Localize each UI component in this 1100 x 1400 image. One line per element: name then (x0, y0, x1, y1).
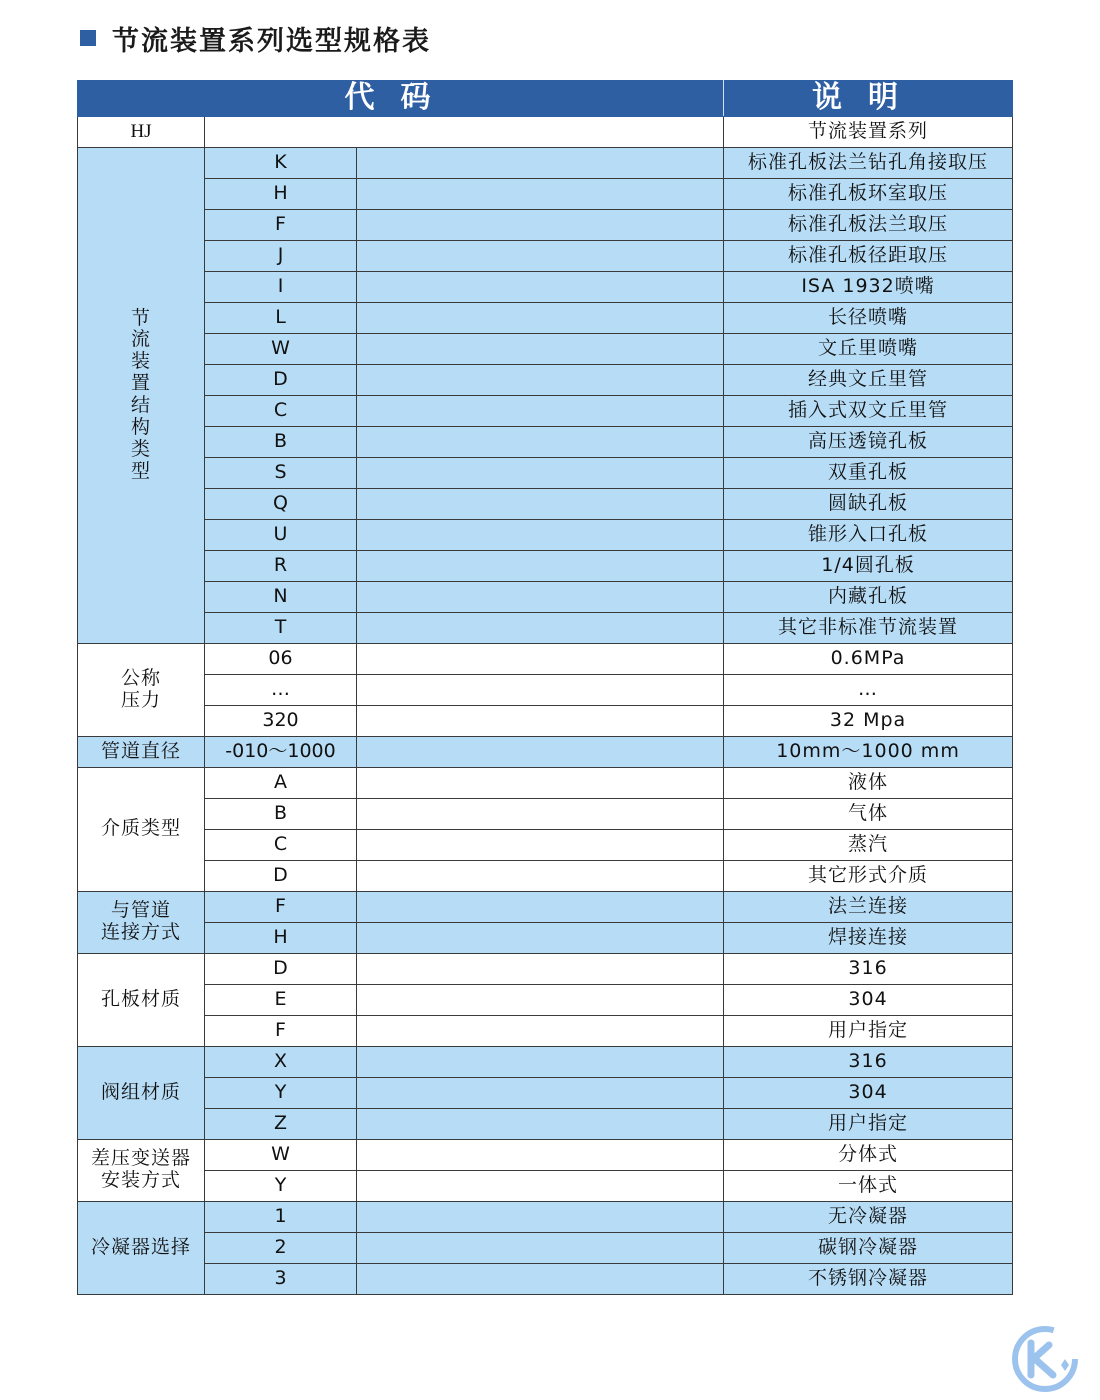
title-bullet-icon (80, 30, 96, 46)
desc-cell: 蒸汽 (724, 829, 1013, 860)
page-title (80, 18, 431, 58)
empty-cell (357, 705, 724, 736)
table-row (78, 984, 1013, 1015)
table-row (78, 1139, 1013, 1170)
table-row (78, 1170, 1013, 1201)
desc-cell: 一体式 (724, 1170, 1013, 1201)
empty-cell (357, 1015, 724, 1046)
desc-cell: 32 Mpa (724, 705, 1013, 736)
empty-cell (357, 1232, 724, 1263)
desc-cell: 经典文丘里管 (724, 364, 1013, 395)
table-row (78, 1077, 1013, 1108)
empty-cell (357, 1046, 724, 1077)
table-row (78, 488, 1013, 519)
table-row (78, 271, 1013, 302)
group-label: 公称 压力 (78, 643, 205, 736)
table-row (78, 860, 1013, 891)
code-cell: … (205, 674, 357, 705)
table-row (78, 116, 1013, 147)
table-row (78, 581, 1013, 612)
empty-cell (357, 1201, 724, 1232)
code-cell: 1 (205, 1201, 357, 1232)
table-row (78, 364, 1013, 395)
title-text: 节流装置系列选型规格表 (112, 25, 431, 57)
table-body (78, 116, 1013, 1294)
code-cell: L (205, 302, 357, 333)
table-row (78, 922, 1013, 953)
empty-cell (357, 519, 724, 550)
desc-cell: 304 (724, 1077, 1013, 1108)
table-row (78, 426, 1013, 457)
desc-cell: 无冷凝器 (724, 1201, 1013, 1232)
empty-cell (357, 984, 724, 1015)
empty-cell (357, 426, 724, 457)
empty-cell (357, 643, 724, 674)
group-label: 节 流 装 置 结 构 类 型 (78, 147, 205, 643)
desc-cell: … (724, 674, 1013, 705)
desc-cell: 0.6MPa (724, 643, 1013, 674)
desc-cell: 插入式双文丘里管 (724, 395, 1013, 426)
desc-cell: 标准孔板法兰钻孔角接取压 (724, 147, 1013, 178)
desc-cell: 10mm～1000 mm (724, 736, 1013, 767)
desc-cell: 长径喷嘴 (724, 302, 1013, 333)
code-cell: -010～1000 (205, 736, 357, 767)
desc-cell: 双重孔板 (724, 457, 1013, 488)
hj-desc: 节流装置系列 (724, 116, 1013, 147)
code-cell: 06 (205, 643, 357, 674)
table-row (78, 674, 1013, 705)
company-logo-icon (1005, 1325, 1085, 1393)
empty-cell (357, 209, 724, 240)
code-cell: W (205, 333, 357, 364)
empty-cell (357, 1170, 724, 1201)
empty-cell (357, 488, 724, 519)
code-cell: U (205, 519, 357, 550)
code-cell: D (205, 364, 357, 395)
empty-cell (357, 581, 724, 612)
table-row (78, 1046, 1013, 1077)
desc-cell: 用户指定 (724, 1108, 1013, 1139)
desc-cell: 液体 (724, 767, 1013, 798)
desc-cell: 锥形入口孔板 (724, 519, 1013, 550)
table-row (78, 612, 1013, 643)
code-cell: 2 (205, 1232, 357, 1263)
empty-cell (357, 178, 724, 209)
code-cell: Q (205, 488, 357, 519)
desc-cell: 碳钢冷凝器 (724, 1232, 1013, 1263)
empty-cell (357, 860, 724, 891)
desc-cell: 316 (724, 1046, 1013, 1077)
header-desc: 说明 (724, 81, 1013, 117)
desc-cell: 圆缺孔板 (724, 488, 1013, 519)
desc-cell: 304 (724, 984, 1013, 1015)
group-label: 介质类型 (78, 767, 205, 891)
code-cell: B (205, 798, 357, 829)
table-row (78, 705, 1013, 736)
group-label: 孔板材质 (78, 953, 205, 1046)
code-cell: N (205, 581, 357, 612)
desc-cell: 标准孔板径距取压 (724, 240, 1013, 271)
empty-cell (357, 550, 724, 581)
table-row (78, 643, 1013, 674)
table-row (78, 302, 1013, 333)
header-code: 代码 (78, 81, 724, 117)
empty-cell (357, 364, 724, 395)
desc-cell: 高压透镜孔板 (724, 426, 1013, 457)
desc-cell: 气体 (724, 798, 1013, 829)
empty-cell (357, 395, 724, 426)
empty-cell (357, 798, 724, 829)
group-label: 与管道 连接方式 (78, 891, 205, 953)
code-cell: W (205, 1139, 357, 1170)
empty-cell (357, 612, 724, 643)
code-cell: D (205, 953, 357, 984)
code-cell: A (205, 767, 357, 798)
code-cell: I (205, 271, 357, 302)
empty-cell (357, 240, 724, 271)
code-cell: Y (205, 1170, 357, 1201)
code-cell: T (205, 612, 357, 643)
table-row (78, 519, 1013, 550)
table-row (78, 178, 1013, 209)
hj-empty (205, 116, 724, 147)
table-row (78, 767, 1013, 798)
desc-cell: ISA 1932喷嘴 (724, 271, 1013, 302)
code-cell: C (205, 829, 357, 860)
table-row (78, 798, 1013, 829)
group-label: 差压变送器 安装方式 (78, 1139, 205, 1201)
table-row (78, 550, 1013, 581)
empty-cell (357, 767, 724, 798)
hj-code: HJ (78, 116, 205, 147)
empty-cell (357, 674, 724, 705)
table-row (78, 891, 1013, 922)
code-cell: C (205, 395, 357, 426)
table-row (78, 1108, 1013, 1139)
desc-cell: 不锈钢冷凝器 (724, 1263, 1013, 1294)
empty-cell (357, 1108, 724, 1139)
table-row (78, 1263, 1013, 1294)
desc-cell: 焊接连接 (724, 922, 1013, 953)
desc-cell: 标准孔板法兰取压 (724, 209, 1013, 240)
code-cell: K (205, 147, 357, 178)
table-header-row (78, 81, 1013, 117)
table-row (78, 240, 1013, 271)
desc-cell: 其它形式介质 (724, 860, 1013, 891)
table-row (78, 333, 1013, 364)
empty-cell (357, 1077, 724, 1108)
empty-cell (357, 922, 724, 953)
empty-cell (357, 271, 724, 302)
code-cell: Z (205, 1108, 357, 1139)
table-row (78, 1015, 1013, 1046)
code-cell: S (205, 457, 357, 488)
code-cell: X (205, 1046, 357, 1077)
empty-cell (357, 457, 724, 488)
code-cell: E (205, 984, 357, 1015)
desc-cell: 用户指定 (724, 1015, 1013, 1046)
table-row (78, 395, 1013, 426)
empty-cell (357, 953, 724, 984)
desc-cell: 1/4圆孔板 (724, 550, 1013, 581)
code-cell: F (205, 209, 357, 240)
empty-cell (357, 829, 724, 860)
empty-cell (357, 1139, 724, 1170)
table-row (78, 147, 1013, 178)
group-label: 冷凝器选择 (78, 1201, 205, 1294)
empty-cell (357, 333, 724, 364)
spec-table (77, 80, 1013, 1295)
table-row (78, 1232, 1013, 1263)
table-row (78, 209, 1013, 240)
table-row (78, 736, 1013, 767)
code-cell: H (205, 178, 357, 209)
table-row (78, 829, 1013, 860)
code-cell: H (205, 922, 357, 953)
empty-cell (357, 891, 724, 922)
empty-cell (357, 1263, 724, 1294)
desc-cell: 内藏孔板 (724, 581, 1013, 612)
desc-cell: 文丘里喷嘴 (724, 333, 1013, 364)
code-cell: Y (205, 1077, 357, 1108)
code-cell: D (205, 860, 357, 891)
code-cell: F (205, 891, 357, 922)
code-cell: 320 (205, 705, 357, 736)
desc-cell: 316 (724, 953, 1013, 984)
code-cell: F (205, 1015, 357, 1046)
group-label: 阀组材质 (78, 1046, 205, 1139)
empty-cell (357, 302, 724, 333)
empty-cell (357, 147, 724, 178)
table-row (78, 457, 1013, 488)
desc-cell: 标准孔板环室取压 (724, 178, 1013, 209)
desc-cell: 其它非标准节流装置 (724, 612, 1013, 643)
code-cell: 3 (205, 1263, 357, 1294)
code-cell: R (205, 550, 357, 581)
table-row (78, 953, 1013, 984)
code-cell: B (205, 426, 357, 457)
desc-cell: 法兰连接 (724, 891, 1013, 922)
group-label: 管道直径 (78, 736, 205, 767)
empty-cell (357, 736, 724, 767)
code-cell: J (205, 240, 357, 271)
desc-cell: 分体式 (724, 1139, 1013, 1170)
table-row (78, 1201, 1013, 1232)
